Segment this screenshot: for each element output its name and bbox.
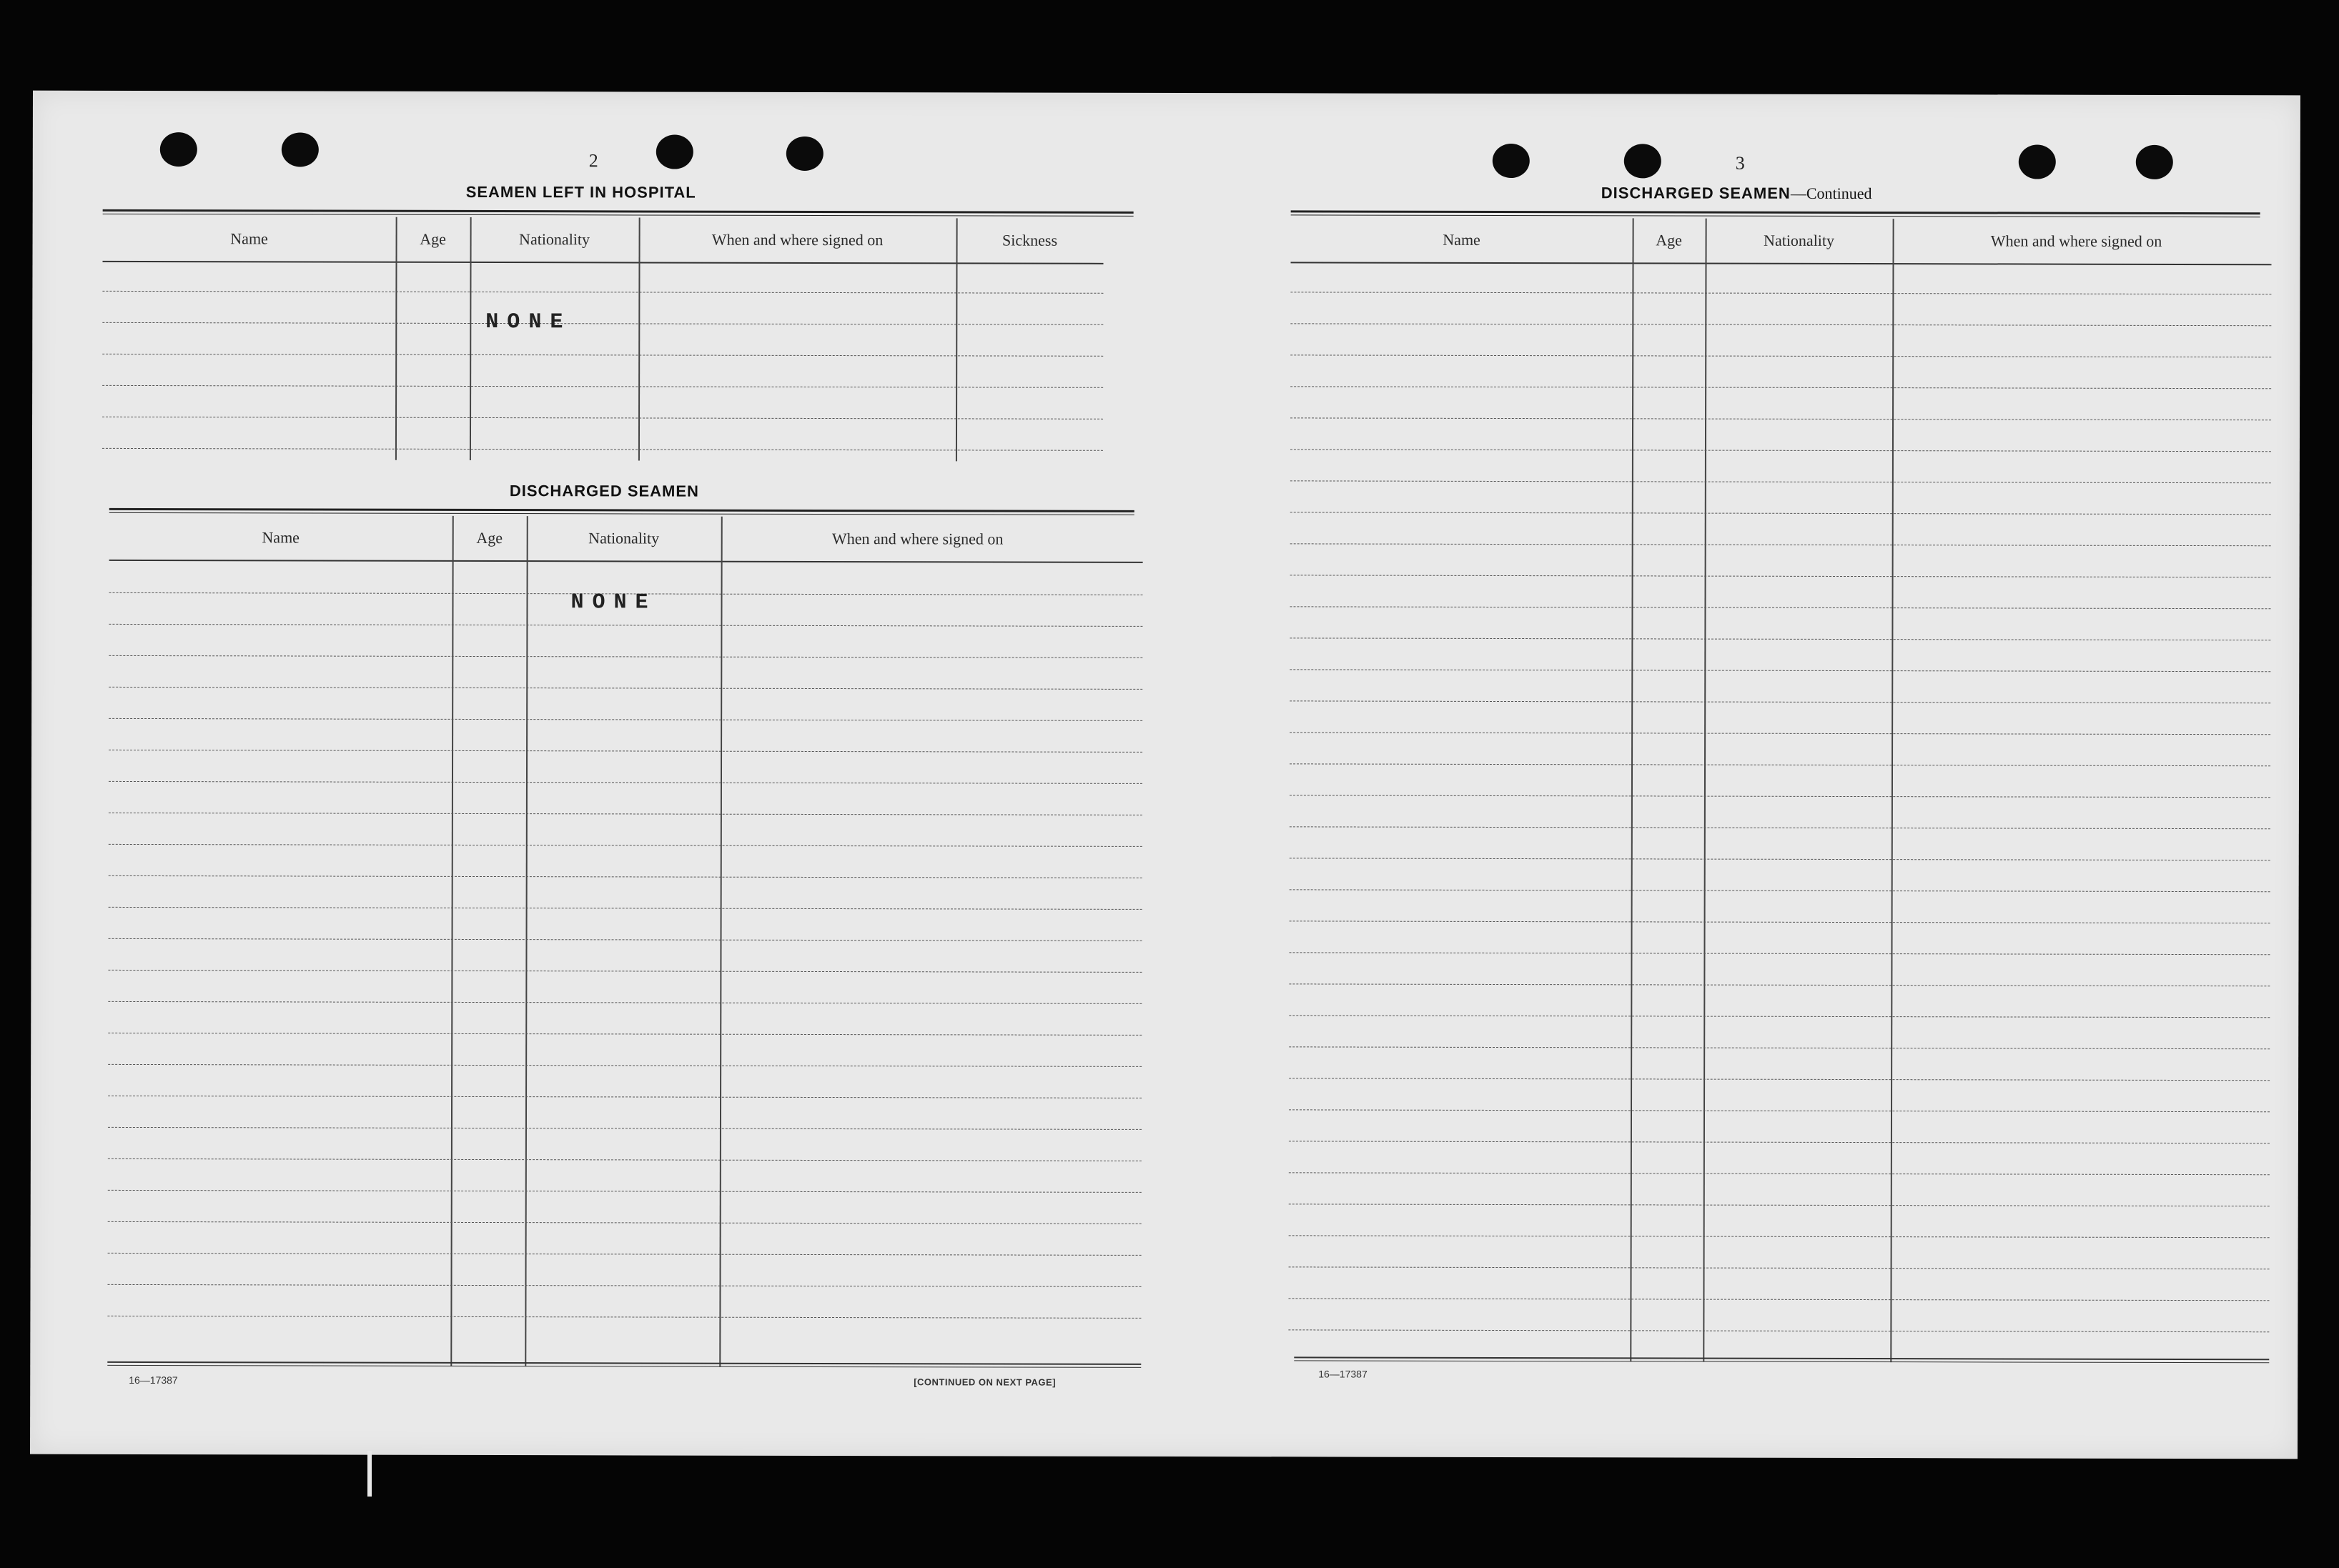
- ledger-row: [1290, 323, 2271, 326]
- column-header-signed-on: When and where signed on: [1990, 232, 2162, 250]
- ledger-row: [102, 417, 1103, 420]
- ledger-row: [109, 907, 1142, 910]
- title-rule: [109, 508, 1134, 515]
- ledger-row: [1290, 292, 2271, 294]
- column-divider: [638, 217, 641, 460]
- ledger-row: [109, 875, 1142, 878]
- ledger-row: [1289, 1141, 2270, 1143]
- ledger-row: [102, 448, 1103, 451]
- ledger-row: [1289, 1046, 2270, 1049]
- continued-note: [CONTINUED ON NEXT PAGE]: [914, 1376, 1057, 1388]
- column-header-age: Age: [1656, 231, 1682, 249]
- ledger-row: [1289, 1078, 2270, 1081]
- ledger-row: [1290, 543, 2271, 546]
- column-divider: [395, 217, 397, 460]
- column-divider: [1630, 218, 1633, 1361]
- ledger-row: [108, 1190, 1142, 1193]
- column-divider: [1890, 219, 1894, 1362]
- ledger-header: [102, 217, 1103, 264]
- column-divider: [470, 217, 472, 460]
- ledger-row: [109, 655, 1142, 658]
- ledger-row: [1289, 952, 2270, 955]
- ledger-row: [1288, 1298, 2269, 1301]
- column-divider: [719, 517, 722, 1367]
- ledger-row: [1289, 1204, 2270, 1206]
- ledger-row: [109, 781, 1142, 784]
- ledger-row: [102, 291, 1103, 294]
- ledger-row: [1290, 700, 2270, 703]
- section-title-suffix: —Continued: [1790, 184, 1872, 203]
- ledger-row: [108, 1158, 1142, 1161]
- ledger-row: [108, 1064, 1142, 1067]
- ledger-row: [1290, 480, 2271, 483]
- ledger-row: [1290, 354, 2271, 357]
- column-header-age: Age: [476, 528, 503, 547]
- column-header-signed-on: When and where signed on: [831, 530, 1004, 548]
- punch-hole: [1493, 144, 1530, 178]
- ledger-header: [109, 515, 1143, 563]
- hospital-entry-none: NONE: [485, 310, 572, 335]
- ledger-row: [108, 970, 1142, 973]
- section-title-discharged-continued: [1601, 184, 1872, 203]
- column-header-nationality: Nationality: [588, 529, 660, 547]
- ledger-row: [107, 1316, 1141, 1319]
- ledger-row: [108, 1284, 1142, 1287]
- ledger-row: [1290, 669, 2270, 672]
- ledger-row: [1289, 983, 2270, 986]
- ledger-row: [108, 1221, 1142, 1224]
- ledger-row: [1290, 386, 2271, 389]
- ledger-row: [1290, 732, 2270, 735]
- column-header-nationality: Nationality: [519, 230, 590, 249]
- ledger-row: [1290, 417, 2271, 420]
- ledger-row: [108, 1253, 1142, 1256]
- title-rule: [1291, 210, 2260, 217]
- column-divider: [450, 516, 453, 1366]
- section-title-hospital: SEAMEN LEFT IN HOSPITAL: [465, 182, 696, 202]
- ledger-row: [1290, 606, 2270, 609]
- ledger-row: [102, 322, 1103, 325]
- ledger-row: [109, 844, 1142, 847]
- page-number: 2: [588, 150, 598, 172]
- column-header-name: Name: [230, 229, 268, 248]
- ledger-row: [109, 624, 1142, 627]
- column-header-name: Name: [262, 528, 300, 547]
- form-number: 16—17387: [129, 1374, 178, 1386]
- ledger-row: [1289, 1172, 2270, 1175]
- right-page: [1245, 93, 2300, 1459]
- punch-hole: [656, 135, 693, 169]
- ledger-row: [1290, 637, 2270, 640]
- ledger-row: [109, 687, 1142, 690]
- ledger-row: [1290, 512, 2271, 515]
- ledger-row: [1290, 575, 2271, 577]
- column-header-name: Name: [1443, 230, 1480, 249]
- ledger-row: [1290, 858, 2270, 860]
- discharged-continued-ledger: [1288, 217, 2271, 1363]
- column-header-age: Age: [420, 229, 446, 248]
- ledger-row: [1288, 1329, 2269, 1332]
- document-sheet: [30, 91, 2300, 1459]
- column-header-signed-on: When and where signed on: [711, 230, 884, 249]
- ledger-row: [1290, 889, 2270, 892]
- discharged-entry-none: NONE: [570, 590, 657, 615]
- column-divider: [1703, 219, 1706, 1362]
- page-number: 3: [1735, 152, 1745, 174]
- title-rule: [103, 209, 1134, 217]
- film-edge-mark: [367, 1451, 372, 1497]
- ledger-row: [1289, 1109, 2270, 1112]
- ledger-row: [1289, 1015, 2270, 1018]
- ledger-row: [109, 938, 1142, 941]
- column-divider: [525, 516, 528, 1366]
- ledger-row: [109, 750, 1142, 753]
- punch-hole: [282, 132, 319, 167]
- ledger-row: [108, 1096, 1142, 1098]
- column-header-sickness: Sickness: [1002, 231, 1058, 249]
- ledger-row: [102, 385, 1103, 388]
- section-title-discharged: DISCHARGED SEAMEN: [509, 482, 699, 500]
- column-header-nationality: Nationality: [1764, 231, 1835, 249]
- punch-hole: [1624, 144, 1661, 178]
- ledger-row: [108, 1127, 1142, 1130]
- column-divider: [956, 218, 958, 461]
- ledger-row: [1290, 449, 2271, 452]
- ledger-row: [1290, 795, 2270, 798]
- ledger-row: [108, 1033, 1142, 1036]
- ledger-row: [1290, 826, 2270, 829]
- ledger-row: [1289, 1235, 2270, 1238]
- left-page: [30, 91, 1148, 1457]
- ledger-row: [1290, 921, 2270, 923]
- punch-hole: [160, 132, 197, 167]
- punch-hole: [2019, 144, 2056, 179]
- hospital-ledger: [102, 217, 1104, 462]
- ledger-row: [1289, 1266, 2270, 1269]
- ledger-row: [109, 718, 1142, 721]
- ledger-row: [108, 1001, 1142, 1004]
- ledger-row: [102, 354, 1103, 357]
- punch-hole: [786, 137, 824, 171]
- discharged-ledger: [107, 515, 1142, 1368]
- form-number: 16—17387: [1318, 1368, 1368, 1380]
- ledger-row: [109, 813, 1142, 815]
- section-title-main: DISCHARGED SEAMEN: [1601, 184, 1791, 202]
- punch-hole: [2136, 145, 2173, 179]
- ledger-row: [1290, 763, 2270, 766]
- ledger-header: [1290, 217, 2271, 265]
